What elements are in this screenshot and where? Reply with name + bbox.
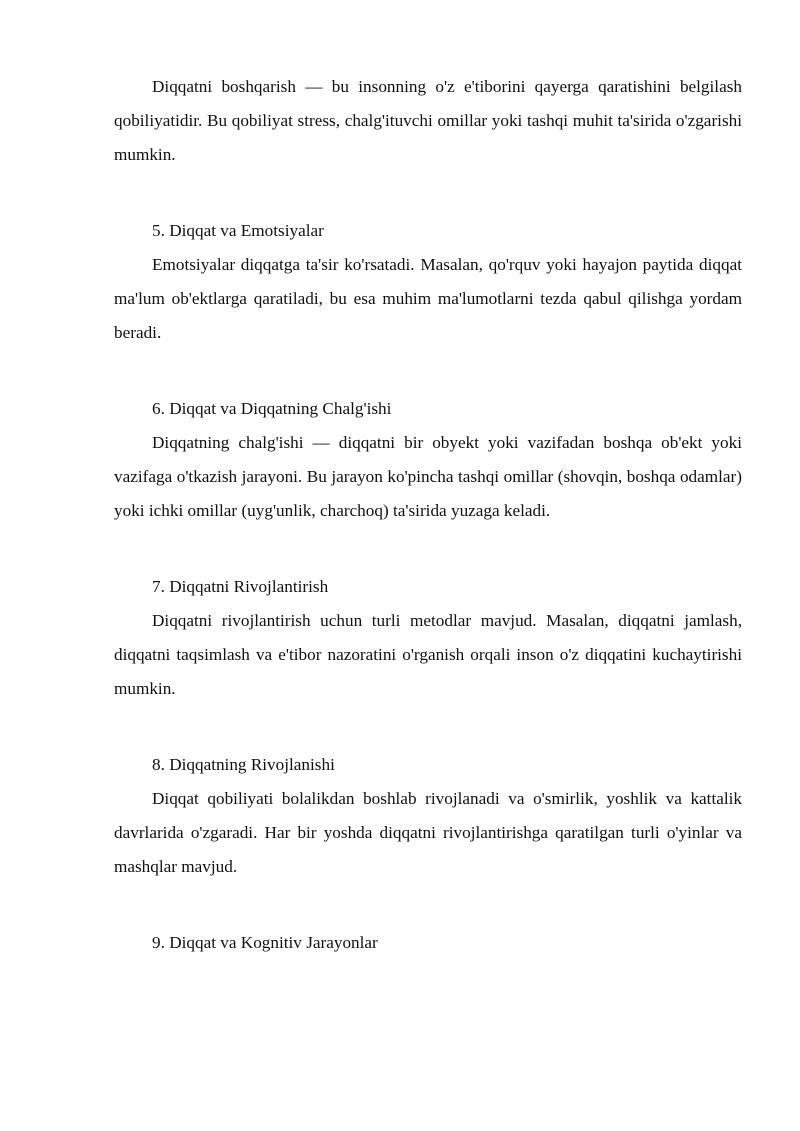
paragraph-attention-control: Diqqatni boshqarish — bu insonning o'z e'tiborini qayerga qaratishini belgilash qobiliyatidir. Bu qobiliyat stress, chalg'ituvchi omillar yoki tashqi muhit ta'sirida o'zgarishi mumkin. <box>114 77 742 164</box>
section-heading-6: 6. Diqqat va Diqqatning Chalg'ishi <box>152 399 392 418</box>
section-heading-5: 5. Diqqat va Emotsiyalar <box>152 221 324 240</box>
section-gap <box>114 884 742 926</box>
section-gap <box>114 706 742 748</box>
paragraph-emotions: Emotsiyalar diqqatga ta'sir ko'rsatadi. Masalan, qo'rquv yoki hayajon paytida diqqat ma'lum ob'ektlarga qaratiladi, bu esa muhim ma'lumotlarni tezda qabul qilishga yordam beradi. <box>114 255 742 342</box>
section-gap <box>114 528 742 570</box>
paragraph-developing-attention: Diqqatni rivojlantirish uchun turli metodlar mavjud. Masalan, diqqatni jamlash, diqqatni taqsimlash va e'tibor nazoratini o'rganish orqali inson o'z diqqatini kuchaytirishi mumkin. <box>114 611 742 698</box>
section-gap <box>114 172 742 214</box>
section-heading-7: 7. Diqqatni Rivojlantirish <box>152 577 329 596</box>
section-heading-9: 9. Diqqat va Kognitiv Jarayonlar <box>152 933 378 952</box>
section-heading-8: 8. Diqqatning Rivojlanishi <box>152 755 335 774</box>
paragraph-attention-development: Diqqat qobiliyati bolalikdan boshlab rivojlanadi va o'smirlik, yoshlik va kattalik davrlarida o'zgaradi. Har bir yoshda diqqatni rivojlantirishga qaratilgan turli o'yinlar va mashqlar mavjud. <box>114 789 742 876</box>
document-body <box>114 70 742 960</box>
section-gap <box>114 350 742 392</box>
paragraph-distraction: Diqqatning chalg'ishi — diqqatni bir obyekt yoki vazifadan boshqa ob'ekt yoki vazifaga o'tkazish jarayoni. Bu jarayon ko'pincha tashqi omillar (shovqin, boshqa odamlar) yoki ichki omillar (uyg'unlik, charchoq) ta'sirida yuzaga keladi. <box>114 433 742 520</box>
